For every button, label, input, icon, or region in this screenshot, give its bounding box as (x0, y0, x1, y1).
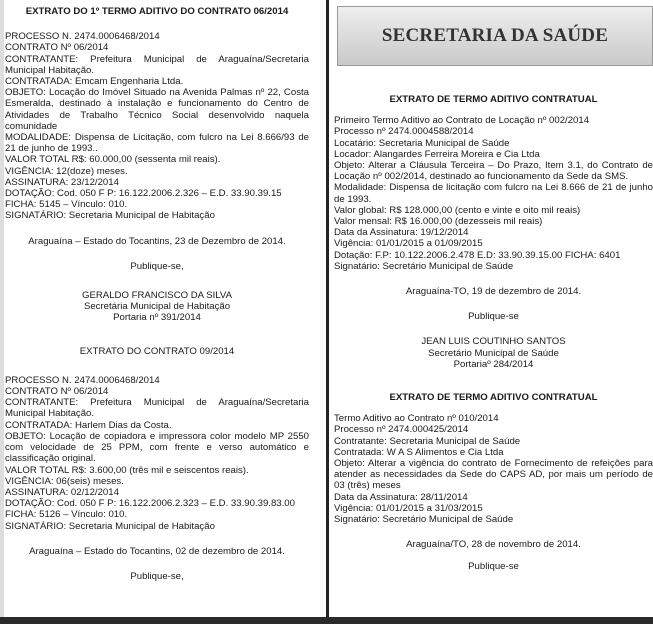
extract-body (5, 31, 309, 221)
place-date: Araguaína-TO, 19 de dezembro de 2014. (405, 286, 582, 298)
contractor-line: CONTRATANTE: Prefeitura Municipal de Araguaína/Secretaria Municipal Habitação. (5, 53, 309, 76)
validity-line: VIGÊNCIA: 06(seis) meses. (5, 475, 124, 487)
publish-note: Publique-se (468, 311, 519, 323)
extract-title: EXTRATO DO 1º TERMO ADITIVO DO CONTRATO 06/2014 (25, 6, 289, 17)
extract-body (5, 375, 309, 532)
extract-title: EXTRATO DO CONTRATO 09/2014 (79, 345, 235, 357)
signatory-line: SIGNATÁRIO: Secretaria Municipal de Habitação (5, 210, 215, 222)
process-line: PROCESSO N. 2474.0006468/2014 (5, 374, 160, 386)
object-line: OBJETO: Locação do Imóvel Situado na Avenida Palmas nº 22, Costa Esmeralda, destinado à instalação e funcionamento do Centro de Atividades de Trabalho Técnico Social desenvolvido naquela comunidade (5, 87, 309, 132)
signature-date-line: ASSINATURA: 02/12/2014 (5, 486, 119, 498)
column-divider (326, 0, 329, 624)
signer-name: GERALDO FRANCISCO DA SILVA (82, 290, 232, 302)
left-column (0, 0, 325, 582)
extract-title: EXTRATO DE TERMO ADITIVO CONTRATUAL (389, 94, 598, 105)
lessor-line: Locador: Alangardes Ferreira Moreira e Cia Ltda (334, 148, 540, 160)
signature-date-line: ASSINATURA: 23/12/2014 (5, 176, 119, 188)
allocation-line: Dotação: F.P: 10.122.2006.2.478 E.D: 33.90.39.15.00 FICHA: 6401 (334, 249, 621, 261)
validity-line: Vigência: 01/01/2015 a 31/03/2015 (334, 502, 483, 514)
record-line: FICHA: 5145 – Vínculo: 010. (5, 199, 128, 211)
monthly-value-line: Valor mensal: R$ 16.000,00 (dezesseis mil reais) (334, 216, 543, 228)
place-date: Araguaína – Estado do Tocantins, 23 de Dezembro de 2014. (28, 235, 286, 247)
contractor-line: CONTRATANTE: Prefeitura Municipal de Araguaína/Secretaria Municipal Habitação. (5, 397, 309, 420)
extract-title: EXTRATO DE TERMO ADITIVO CONTRATUAL (389, 392, 598, 404)
object-line: Objeto: Alterar a Cláusula Terceira – Do Prazo, Item 3.1, do Contrato de Locação nº 002/2014, destinado ao funcionamento da Sede da SMS. (334, 160, 653, 183)
signature-date-line: Data da Assinatura: 19/12/2014 (334, 227, 469, 239)
signer-portaria: Portaria nº 391/2014 (113, 312, 201, 324)
validity-line: VIGÊNCIA: 12(doze) meses. (5, 165, 128, 177)
publish-note: Publique-se, (130, 570, 184, 582)
process-line: Processo nº 2474.0004588/2014 (334, 126, 474, 138)
signer-name: JEAN LUIS COUTINHO SANTOS (421, 336, 566, 348)
allocation-line: DOTAÇÃO: Cod. 050 F P: 16.122.2006.2.326 – E.D. 33.90.39.15 (5, 188, 282, 200)
extract-body (334, 413, 653, 525)
place-date: Araguaína/TO, 28 de novembro de 2014. (406, 539, 581, 551)
place-date: Araguaína – Estado do Tocantins, 02 de dezembro de 2014. (29, 545, 285, 557)
bottom-edge-bar (0, 617, 653, 624)
contracted-line: CONTRATADA: Emcam Engenharia Ltda. (5, 76, 184, 88)
object-line: OBJETO: Locação de copiadora e impressora color modelo MP 2550 com velocidade de 25 PPM, com frente e verso automático e classificação original. (5, 430, 309, 465)
allocation-line: DOTAÇÃO: Cod. 050 F P: 16.122.2006.2.323 – E.D. 33.90.39.83.00 (5, 498, 295, 510)
publish-note: Publique-se (468, 560, 519, 572)
global-value-line: Valor global: R$ 128.000,00 (cento e vinte e oito mil reais) (334, 204, 581, 216)
right-column (333, 0, 653, 572)
signer-role: Secretária Municipal de Habitação (83, 301, 231, 313)
contract-line: CONTRATO Nº 06/2014 (5, 386, 109, 398)
amendment-line: Termo Aditivo ao Contrato nº 010/2014 (334, 413, 499, 425)
contract-line: CONTRATO Nº 06/2014 (5, 42, 109, 54)
modality-line: MODALIDADE: Dispensa de Licitação, com fulcro na Lei 8.666/93 de 21 de junho de 1993.. (5, 132, 309, 155)
signature-date-line: Data da Assinatura: 28/11/2014 (334, 491, 468, 503)
amendment-line: Primeiro Termo Aditivo ao Contrato de Locação nº 002/2014 (334, 115, 590, 127)
signatory-line: Signatário: Secretário Municipal de Saúde (334, 260, 514, 272)
signer-portaria: Portariaº 284/2014 (453, 358, 534, 370)
signer-role: Secretário Municipal de Saúde (428, 347, 559, 359)
process-line: Processo nº 2474.000425/2014 (334, 424, 469, 436)
extract-body (334, 115, 653, 272)
contracted-line: Contratada: W A S Alimentos e Cia Ltda (334, 446, 504, 458)
value-line: VALOR TOTAL R$: 60.000,00 (sessenta mil reais). (5, 154, 221, 166)
publish-note: Publique-se, (130, 260, 184, 272)
modality-line: Modalidade: Dispensa de licitação com fulcro na Lei 8.666 de 21 de junho de 1993. (334, 182, 653, 205)
validity-line: Vigência: 01/01/2015 a 01/09/2015 (334, 238, 483, 250)
signatory-line: Signatário: Secretário Municipal de Saúde (334, 514, 514, 526)
lessee-line: Locatário: Secretaria Municipal de Saúde (334, 137, 510, 149)
section-banner: SECRETARIA DA SAÚDE (337, 6, 653, 66)
contracted-line: CONTRATADA: Harlem Dias da Costa. (5, 419, 172, 431)
value-line: VALOR TOTAL R$: 3.600,00 (três mil e seiscentos reais). (5, 464, 249, 476)
record-line: FICHA: 5126 – Vínculo: 010. (5, 509, 128, 521)
signatory-line: SIGNATÁRIO: Secretaria Municipal de Habitação (5, 520, 215, 532)
contractor-line: Contratante: Secretaria Municipal de Saúde (334, 435, 521, 447)
process-line: PROCESSO N. 2474.0006468/2014 (5, 31, 160, 43)
object-line: Objeto: Alterar a vigência do contrato de Fornecimento de refeições para atender as necessidades da Sede do CAPS AD, por mais um período de 03 (três) meses (334, 458, 653, 492)
